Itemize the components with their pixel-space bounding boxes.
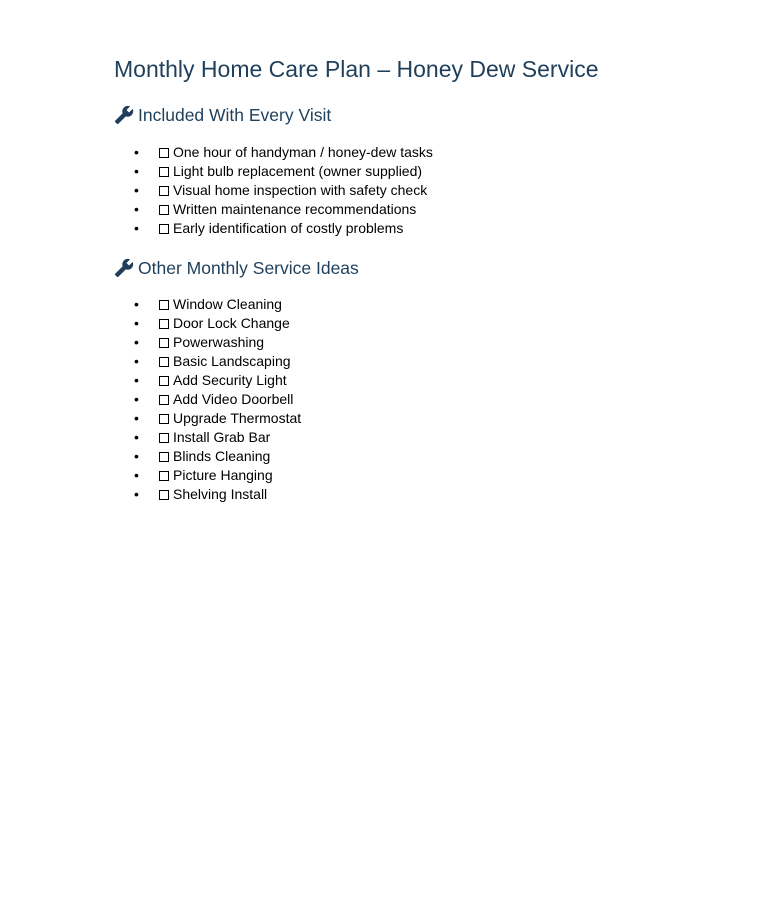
checklist-item-label: Door Lock Change bbox=[173, 315, 290, 331]
checklist-item-label: Blinds Cleaning bbox=[173, 448, 271, 464]
checklist-item bbox=[114, 333, 301, 352]
checklist-item-label: Powerwashing bbox=[173, 334, 265, 350]
page-title: Monthly Home Care Plan – Honey Dew Service bbox=[114, 56, 599, 82]
service-ideas-checklist bbox=[114, 295, 301, 504]
checkbox-icon bbox=[159, 224, 169, 234]
checklist-item bbox=[114, 466, 301, 485]
checklist-item bbox=[114, 428, 301, 447]
wrench-icon bbox=[114, 258, 134, 278]
checklist-item bbox=[114, 409, 301, 428]
checklist-item-label: Early identification of costly problems bbox=[173, 220, 404, 236]
section-heading-other-ideas bbox=[114, 256, 359, 280]
bullet-icon: • bbox=[134, 220, 139, 236]
checklist-item-label: Basic Landscaping bbox=[173, 353, 291, 369]
section-heading-label: Other Monthly Service Ideas bbox=[138, 258, 359, 278]
checklist-item-label: One hour of handyman / honey-dew tasks bbox=[173, 144, 433, 160]
checklist-item-label: Light bulb replacement (owner supplied) bbox=[173, 163, 423, 179]
checkbox-icon bbox=[159, 357, 169, 367]
checkbox-icon bbox=[159, 319, 169, 329]
checklist-item-label: Add Security Light bbox=[173, 372, 287, 388]
checkbox-icon bbox=[159, 338, 169, 348]
checkbox-icon bbox=[159, 395, 169, 405]
checklist-item bbox=[114, 219, 433, 238]
checklist-item-label: Install Grab Bar bbox=[173, 429, 271, 445]
bullet-icon: • bbox=[134, 372, 139, 388]
checkbox-icon bbox=[159, 490, 169, 500]
bullet-icon: • bbox=[134, 334, 139, 350]
included-checklist bbox=[114, 143, 433, 238]
bullet-icon: • bbox=[134, 467, 139, 483]
bullet-icon: • bbox=[134, 448, 139, 464]
checklist-item-label: Visual home inspection with safety check bbox=[173, 182, 428, 198]
checkbox-icon bbox=[159, 148, 169, 158]
checklist-item bbox=[114, 485, 301, 504]
checklist-item-label: Upgrade Thermostat bbox=[173, 410, 302, 426]
wrench-icon bbox=[114, 105, 134, 125]
checklist-item bbox=[114, 447, 301, 466]
checkbox-icon bbox=[159, 300, 169, 310]
checklist-item-label: Shelving Install bbox=[173, 486, 268, 502]
checkbox-icon bbox=[159, 414, 169, 424]
checkbox-icon bbox=[159, 376, 169, 386]
checkbox-icon bbox=[159, 452, 169, 462]
bullet-icon: • bbox=[134, 353, 139, 369]
bullet-icon: • bbox=[134, 144, 139, 160]
checklist-item-label: Window Cleaning bbox=[173, 296, 282, 312]
checklist-item bbox=[114, 295, 301, 314]
section-heading-included bbox=[114, 103, 331, 127]
bullet-icon: • bbox=[134, 315, 139, 331]
bullet-icon: • bbox=[134, 201, 139, 217]
checklist-item bbox=[114, 143, 433, 162]
checklist-item bbox=[114, 371, 301, 390]
checklist-item bbox=[114, 162, 433, 181]
checklist-item bbox=[114, 181, 433, 200]
checkbox-icon bbox=[159, 471, 169, 481]
checklist-item-label: Add Video Doorbell bbox=[173, 391, 294, 407]
checklist-item bbox=[114, 352, 301, 371]
bullet-icon: • bbox=[134, 486, 139, 502]
bullet-icon: • bbox=[134, 182, 139, 198]
checklist-item bbox=[114, 390, 301, 409]
bullet-icon: • bbox=[134, 410, 139, 426]
checkbox-icon bbox=[159, 205, 169, 215]
checkbox-icon bbox=[159, 167, 169, 177]
checkbox-icon bbox=[159, 186, 169, 196]
checklist-item-label: Written maintenance recommendations bbox=[173, 201, 417, 217]
checklist-item bbox=[114, 200, 433, 219]
bullet-icon: • bbox=[134, 391, 139, 407]
checklist-item-label: Picture Hanging bbox=[173, 467, 273, 483]
bullet-icon: • bbox=[134, 296, 139, 312]
checkbox-icon bbox=[159, 433, 169, 443]
section-heading-label: Included With Every Visit bbox=[138, 105, 332, 125]
bullet-icon: • bbox=[134, 163, 139, 179]
bullet-icon: • bbox=[134, 429, 139, 445]
checklist-item bbox=[114, 314, 301, 333]
